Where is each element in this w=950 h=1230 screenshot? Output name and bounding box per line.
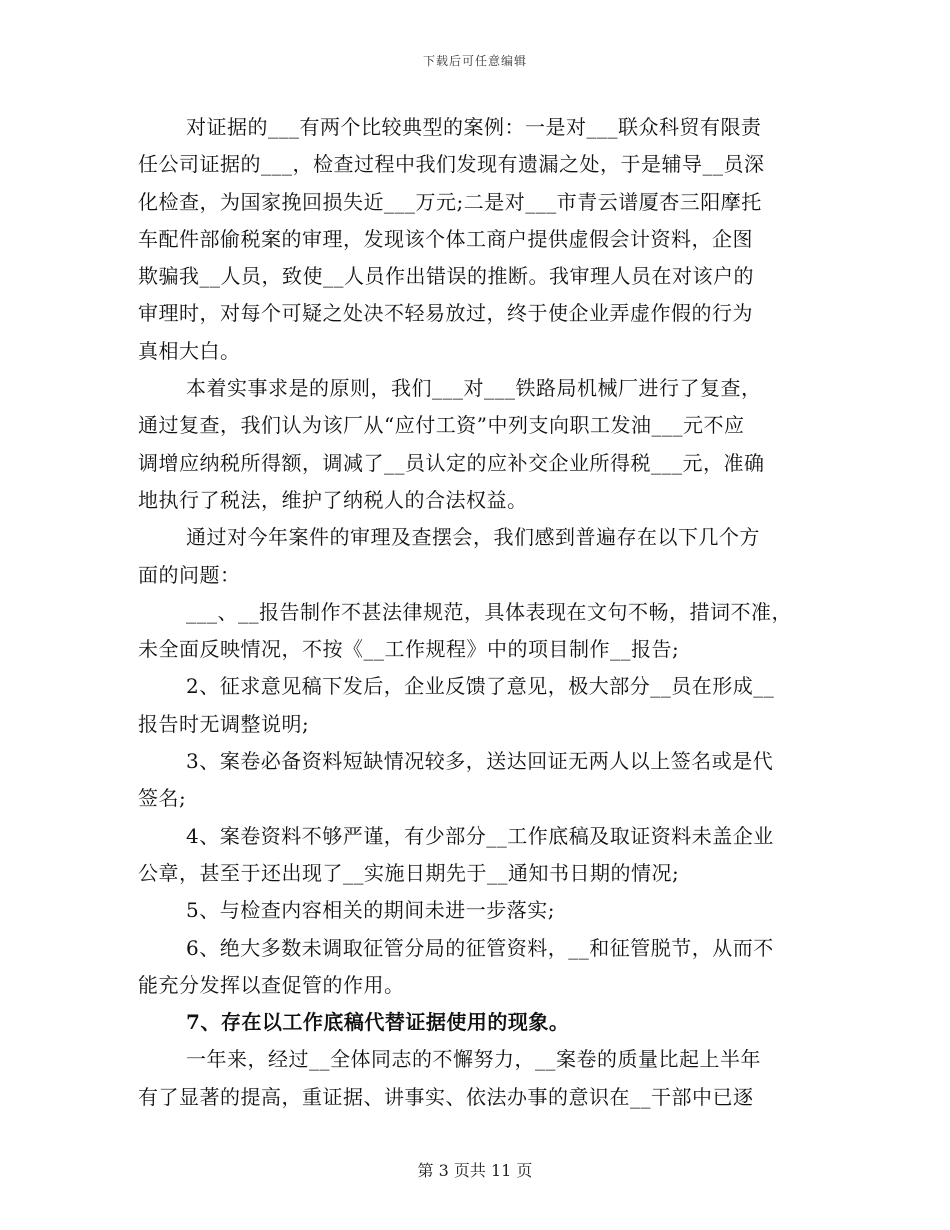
text-line: 报告时无调整说明; [138,711,310,736]
paragraph [138,930,814,1005]
text-line: 2、征求意见稿下发后，企业反馈了意见，极大部分__员在形成__ [186,674,775,699]
text-line: 通过对今年案件的审理及查摆会，我们感到普遍存在以下几个方 [186,525,760,550]
page-footer: 第 3 页共 11 页 [417,1161,533,1180]
text-line: 5、与检查内容相关的期间未进一步落实; [186,898,555,923]
text-line: 7、存在以工作底稿代替证据使用的现象。 [186,1010,570,1035]
paragraph [138,668,814,743]
paragraph [138,892,814,929]
text-line: 能充分发挥以查促管的作用。 [138,972,405,997]
document-body [138,109,814,1116]
text-line: 车配件部偷税案的审理，发现该个体工商户提供虚假会计资料，企图 [138,226,753,251]
paragraph [138,109,814,370]
text-line: 欺骗我__人员，致使__人员作出错误的推断。我审理人员在对该户的 [138,264,754,289]
text-line: 对证据的___有两个比较典型的案例：一是对___联众科贸有限责 [186,115,762,139]
text-line: 6、绝大多数未调取征管分局的征管资料，__和征管脱节，从而不 [186,935,774,960]
text-line: 有了显著的提高，重证据、讲事实、依法办事的意识在__干部中已逐 [138,1084,754,1109]
text-line: 签名; [138,786,187,811]
page-header: 下载后可任意编辑 [422,54,527,68]
paragraph [138,818,814,893]
text-line: 本着实事求是的原则，我们___对___铁路局机械厂进行了复查， [186,376,762,401]
text-line: 真相大白。 [138,338,241,363]
text-line: ___、__报告制作不甚法律规范，具体表现在文句不畅，措词不准， [186,599,792,624]
paragraph [138,519,814,594]
text-line: 3、案卷必备资料短缺情况较多，送达回证无两人以上签名或是代 [186,749,774,774]
paragraph [138,1004,814,1041]
paragraph [138,594,814,669]
text-line: 化检查，为国家挽回损失近___万元;二是对___市青云谱厦杏三阳摩托 [138,189,762,214]
text-line: 面的问题： [138,562,241,587]
text-line: 公章，甚至于还出现了__实施日期先于__通知书日期的情况; [138,860,680,885]
text-line: 4、案卷资料不够严谨，有少部分__工作底稿及取证资料未盖企业 [186,823,774,848]
paragraph [138,743,814,818]
paragraph [138,1041,814,1116]
text-line: 未全面反映情况，不按《__工作规程》中的项目制作__报告; [138,637,680,662]
text-line: 审理时，对每个可疑之处决不轻易放过，终于使企业弄虚作假的行为 [138,301,753,326]
text-line: 一年来，经过__全体同志的不懈努力，__案卷的质量比起上半年 [186,1047,761,1072]
text-line: 地执行了税法，维护了纳税人的合法权益。 [138,487,528,512]
text-line: 通过复查，我们认为该厂从“应付工资”中列支向职工发油___元不应 [138,413,745,438]
text-line: 调增应纳税所得额，调减了__员认定的应补交企业所得税___元，准确 [138,450,765,475]
text-line: 任公司证据的___，检查过程中我们发现有遗漏之处，于是辅导__员深 [138,152,765,177]
paragraph [138,370,814,519]
